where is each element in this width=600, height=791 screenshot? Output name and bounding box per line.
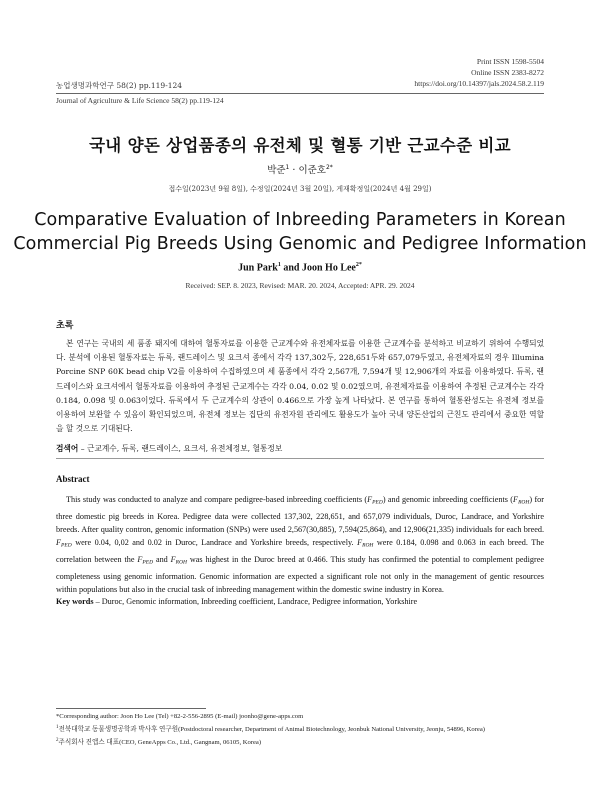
- subscript-roh: ROH: [362, 542, 374, 549]
- issn-block: [414, 56, 544, 89]
- section-divider: [56, 458, 544, 459]
- symbol-f: F: [357, 538, 363, 548]
- keywords-ko: [56, 443, 282, 454]
- symbol-f: F: [367, 495, 373, 504]
- abstract-ko-heading: 초록: [56, 321, 74, 331]
- abstract-en-part-7: was highest in the Duroc breed at 0.466. This study has confirmed the potential to complement pedigree completeness using genomic information. Genomic information are expected a significant role not only in the management of gentic resources within populations but also in the crucial task of inbreeding management within the domestic swine industry in Korea.: [56, 554, 544, 594]
- footnote-1: [56, 723, 544, 736]
- footnotes: [56, 712, 544, 749]
- footnote-1-text: 전북대학교 동물생명공학과 박사후 연구원(Postdoctoral researcher, Department of Animal Biotechnology, Jeonbuk National University, Jeonju, 54896, Korea): [58, 725, 485, 733]
- author-2-en-sup: 2*: [355, 262, 362, 268]
- header-divider: [56, 93, 544, 94]
- author-1-ko-sup: 1: [285, 163, 290, 171]
- author-1-ko: 박준: [267, 165, 286, 176]
- keywords-en-label: Key words: [56, 597, 94, 606]
- footnote-2-marker: 2: [56, 737, 59, 743]
- symbol-f: F: [170, 554, 176, 564]
- abstract-en-part-1: This study was conducted to analyze and compare pedigree-based inbreeding coefficients (: [66, 495, 368, 504]
- symbol-f-roh: [171, 555, 187, 564]
- footnote-corresponding: *Corresponding author: Joon Ho Lee (Tel) +82-2-556-2895 (E-mail) joonho@gene-apps.com: [56, 713, 304, 720]
- footnote-1-marker: 1: [56, 724, 59, 730]
- footnote-divider: [56, 708, 206, 709]
- abstract-en-text: [56, 493, 544, 596]
- symbol-f: F: [137, 554, 143, 564]
- title-english: [0, 208, 600, 256]
- journal-en: Journal of Agriculture & Life Science 58(2) pp.119-124: [56, 96, 224, 105]
- abstract-ko-text: 본 연구는 국내의 세 품종 돼지에 대하여 혈통자료를 이용한 근교계수와 유전체자료를 이용한 근교계수를 분석하고 비교하기 위하여 수행되었다. 분석에 이용된 혈통자료는 듀록, 랜드레이스 및 요크셔 종에서 각각 137,302두, 228,651두와 657,079두였고, 유전체자료의 경우 Illumina Porcine SNP 60K bead chip V2를 이용하여 수집하였으며 세 품종에서 각각 2,567개, 7,594개 및 12,906개의 자료를 이용하였다. 듀록, 랜드레이스와 요크셔에서 혈통자료를 이용하여 추정된 근교계수는 각각 0.04, 0.02 및 0.02였으며, 유전체자료를 이용하여 추정된 근교계수는 각각 0.184, 0.098 및 0.063이었다. 듀록에서 두 근교계수의 상관이 0.466으로 가장 높게 나타났다. 본 연구를 통하여 혈통완성도는 유전체 정보를 이용하여 보완할 수 있음이 확인되었으며, 유전체 정보는 집단의 유전자원 관리에도 활용도가 높아 국내 양돈산업의 근친도 관리에서 중요한 역할을 할 것으로 기대된다.: [56, 339, 544, 434]
- subscript-roh: ROH: [518, 499, 530, 506]
- print-issn: Print ISSN 1598-5504: [476, 57, 544, 66]
- abstract-en-part-6: and: [153, 554, 171, 564]
- footnote-2-text: 주식회사 진앱스 대표(CEO, GeneApps Co., Ltd., Gangnam, 06105, Korea): [58, 738, 262, 746]
- dates-english: Received: SEP. 8. 2023, Revised: MAR. 20. 2024, Accepted: APR. 29. 2024: [185, 281, 415, 290]
- author-and: and: [280, 262, 302, 274]
- abstract-en-part-3: ) for three domestic pig breeds in Korea. Pedigree data were collected 137,302, 228,651, and 657,079 individuals, Duroc, Landrace, and Yorkshire breeds. After quality contron, genomic information (SNPs) were used 2,567(30,885), 7,594(25,864), and 12,906(21,335) individuals for each breed.: [56, 495, 544, 534]
- keywords-ko-list: – 근교계수, 듀록, 랜드레이스, 요크셔, 유전체정보, 혈통정보: [78, 444, 283, 453]
- keywords-ko-label: 검색어: [56, 444, 79, 453]
- title-english-line-1: Comparative Evaluation of Inbreeding Parameters in Korean: [34, 210, 566, 230]
- abstract-en-part-5: were 0.184, 0.098 and 0.063 in each breed. The correlation between the: [56, 538, 544, 564]
- author-1-en: Jun Park: [238, 262, 278, 274]
- author-2-ko-sup: 2*: [325, 163, 333, 171]
- symbol-f-ped: [137, 555, 153, 564]
- author-separator: ·: [289, 165, 299, 176]
- keywords-en: [56, 597, 417, 606]
- symbol-f: F: [56, 538, 62, 548]
- authors-english: [0, 262, 600, 273]
- abstract-en-part-2: ) and genomic inbreeding coefficients (: [382, 495, 514, 504]
- subscript-ped: PED: [372, 499, 383, 506]
- subscript-ped: PED: [142, 559, 154, 566]
- footnote-2: [56, 736, 544, 749]
- author-1-en-sup: 1: [277, 262, 281, 268]
- subscript-ped: PED: [61, 542, 72, 549]
- doi-link[interactable]: https://doi.org/10.14397/jals.2024.58.2.119: [414, 79, 544, 88]
- abstract-en-heading: Abstract: [56, 474, 90, 484]
- subscript-roh: ROH: [175, 559, 187, 566]
- symbol-f: F: [513, 495, 519, 504]
- author-2-ko: 이준호: [298, 165, 326, 176]
- keywords-en-list: – Duroc, Genomic information, Inbreeding coefficient, Landrace, Pedigree information, Yorkshire: [93, 597, 418, 606]
- title-korean: 국내 양돈 상업품종의 유전체 및 혈통 기반 근교수준 비교: [89, 136, 511, 155]
- dates-korean: 접수일(2023년 9월 8일), 수정일(2024년 3월 20일), 게재확정일(2024년 4월 29일): [168, 185, 432, 193]
- symbol-f-ped: [367, 495, 383, 504]
- abstract-en-part-4: were 0.04, 0,02 and 0.02 in Duroc, Landrace and Yorkshire breeds, respectively.: [71, 538, 358, 548]
- symbol-f-roh: [513, 495, 529, 504]
- author-2-en: Joon Ho Lee: [301, 262, 356, 274]
- online-issn: Online ISSN 2383-8272: [471, 68, 544, 77]
- symbol-f-roh: [357, 538, 373, 547]
- title-english-line-2: Commercial Pig Breeds Using Genomic and Pedigree Information: [13, 234, 587, 254]
- symbol-f-ped: [56, 538, 72, 547]
- authors-korean: [0, 162, 600, 176]
- journal-ko: 농업생명과학연구 58(2) pp.119-124: [56, 81, 183, 90]
